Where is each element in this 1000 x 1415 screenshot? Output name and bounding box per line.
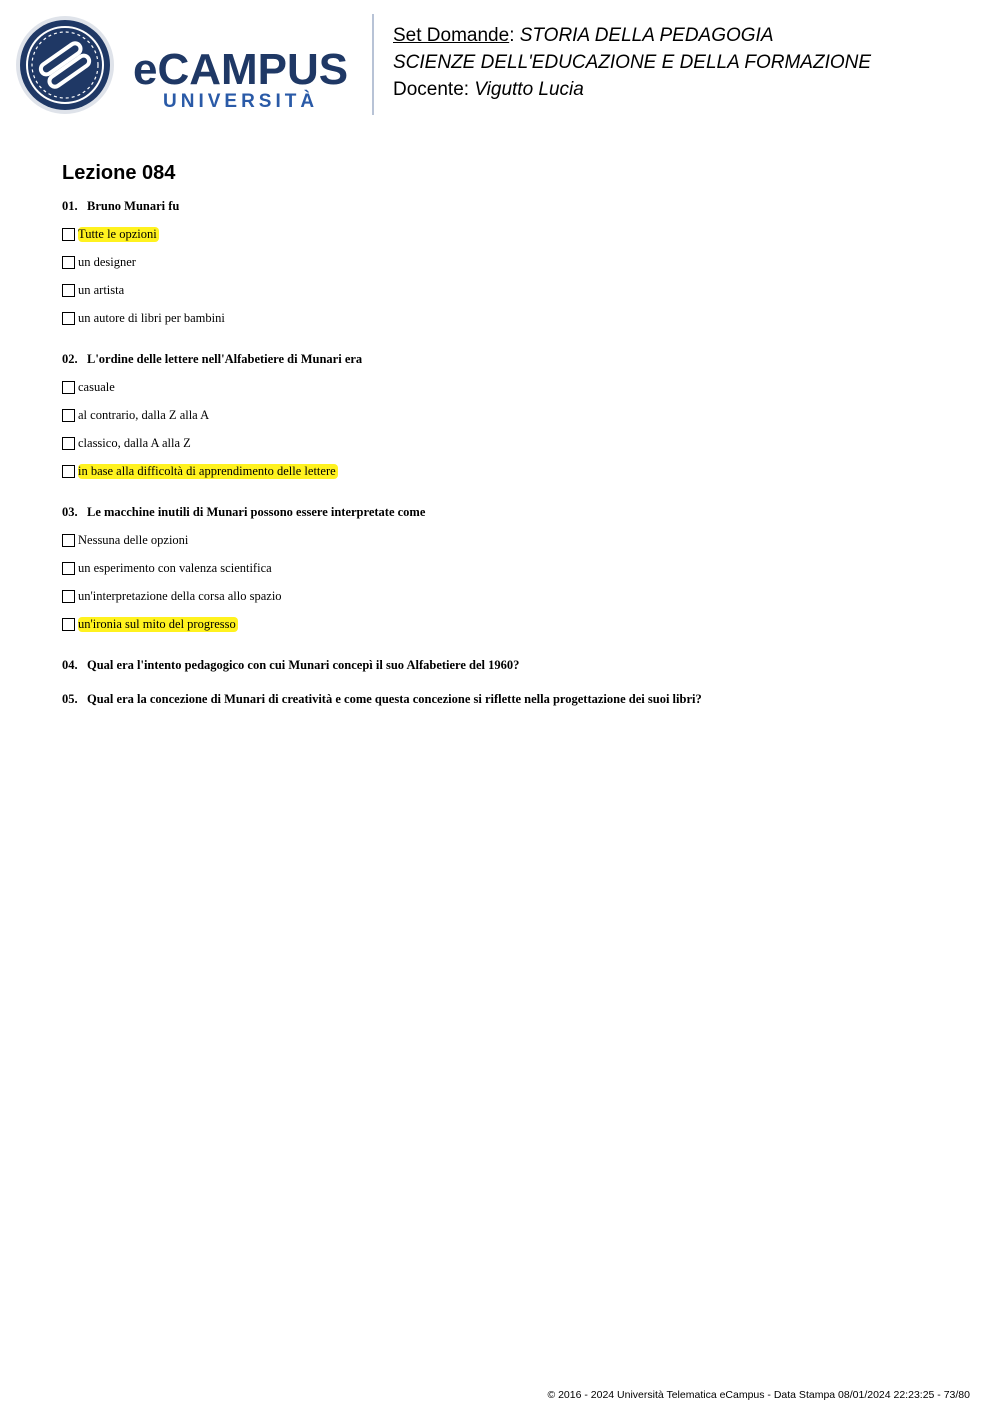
option-label: un artista: [78, 282, 125, 297]
brand-name: eCAMPUS: [133, 45, 349, 94]
answer-checkbox[interactable]: [62, 534, 75, 547]
set-label: Set Domande: [393, 25, 510, 46]
option-label: un'ironia sul mito del progresso: [78, 616, 236, 631]
option-row[interactable]: [62, 616, 962, 632]
ecampus-logo: [15, 14, 360, 116]
option-row[interactable]: [62, 254, 962, 270]
option-row[interactable]: [62, 226, 962, 242]
course-info: [393, 22, 871, 103]
question-text: Bruno Munari fu: [87, 199, 180, 213]
question-number: 01.: [62, 199, 78, 213]
option-label: al contrario, dalla Z alla A: [78, 407, 210, 422]
question-3: [62, 504, 962, 520]
answer-checkbox[interactable]: [62, 381, 75, 394]
ecampus-seal-icon: [16, 16, 114, 114]
answer-checkbox[interactable]: [62, 562, 75, 575]
question-number: 03.: [62, 505, 78, 519]
option-row[interactable]: [62, 588, 962, 604]
page-header: [0, 0, 1000, 130]
option-label: Tutte le opzioni: [78, 226, 157, 241]
option-label: un'interpretazione della corsa allo spazio: [78, 588, 282, 603]
question-number: 02.: [62, 352, 78, 366]
teacher-name: Vigutto Lucia: [474, 79, 584, 100]
answer-checkbox[interactable]: [62, 437, 75, 450]
option-row[interactable]: [62, 282, 962, 298]
question-1: [62, 198, 962, 214]
question-text: L'ordine delle lettere nell'Alfabetiere di Munari era: [87, 352, 363, 366]
answer-checkbox[interactable]: [62, 256, 75, 269]
option-label: un designer: [78, 254, 136, 269]
option-label: casuale: [78, 379, 115, 394]
option-row[interactable]: [62, 407, 962, 423]
answer-checkbox[interactable]: [62, 409, 75, 422]
lesson-title: Lezione 084: [62, 162, 176, 184]
teacher-label: Docente:: [393, 79, 475, 100]
header-divider: [372, 14, 374, 115]
answer-checkbox[interactable]: [62, 284, 75, 297]
question-number: 05.: [62, 692, 78, 706]
option-label: Nessuna delle opzioni: [78, 532, 189, 547]
answer-checkbox[interactable]: [62, 590, 75, 603]
option-label: un esperimento con valenza scientifica: [78, 560, 272, 575]
option-row[interactable]: [62, 560, 962, 576]
option-row[interactable]: [62, 532, 962, 548]
option-row[interactable]: [62, 435, 962, 451]
answer-checkbox[interactable]: [62, 228, 75, 241]
brand-subtitle: UNIVERSITÀ: [163, 91, 319, 112]
answer-checkbox[interactable]: [62, 312, 75, 325]
question-4: [62, 657, 962, 673]
page-footer: © 2016 - 2024 Università Telematica eCampus - Data Stampa 08/01/2024 22:23:25 - 73/80: [547, 1389, 970, 1401]
option-row[interactable]: [62, 463, 962, 479]
answer-checkbox[interactable]: [62, 618, 75, 631]
question-text: Qual era la concezione di Munari di creatività e come questa concezione si riflette nella progettazione dei suoi libri?: [87, 692, 702, 706]
option-label: classico, dalla A alla Z: [78, 435, 191, 450]
question-text: Le macchine inutili di Munari possono essere interpretate come: [87, 505, 426, 519]
question-5: [62, 691, 962, 707]
course-name: STORIA DELLA PEDAGOGIA: [519, 25, 774, 46]
set-colon: :: [509, 25, 520, 46]
option-row[interactable]: [62, 379, 962, 395]
program-name: SCIENZE DELL'EDUCAZIONE E DELLA FORMAZIONE: [393, 52, 872, 73]
option-row[interactable]: [62, 310, 962, 326]
option-label: in base alla difficoltà di apprendimento delle lettere: [78, 463, 336, 478]
answer-checkbox[interactable]: [62, 465, 75, 478]
question-text: Qual era l'intento pedagogico con cui Munari concepì il suo Alfabetiere del 1960?: [87, 658, 520, 672]
questions-list: [62, 198, 962, 707]
option-label: un autore di libri per bambini: [78, 310, 225, 325]
question-2: [62, 351, 962, 367]
question-number: 04.: [62, 658, 78, 672]
